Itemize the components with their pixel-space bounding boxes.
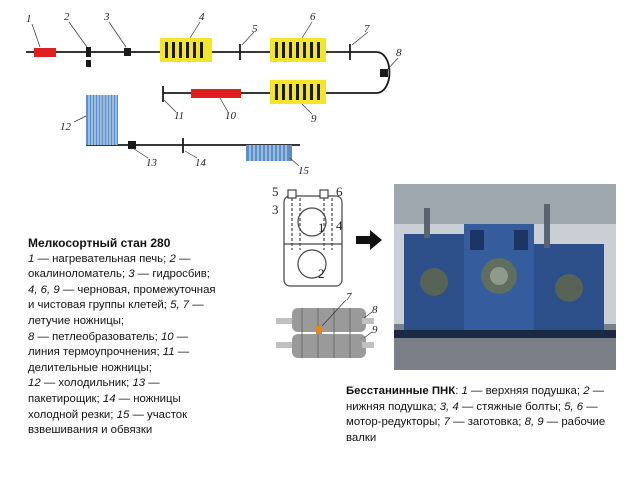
cap-t3: — гидросбив; bbox=[134, 268, 210, 281]
descaler bbox=[124, 48, 131, 56]
pnk-n2: 2 bbox=[583, 385, 590, 397]
pnk-caption-title: Бесстанинные ПНК bbox=[346, 385, 456, 397]
weighing-area bbox=[246, 145, 292, 161]
pnk-label-1: 1 bbox=[318, 220, 325, 235]
cap-n9: 12 bbox=[28, 377, 41, 390]
cap-t4: — черновая, промежуточная и чистовая группы клетей; bbox=[28, 283, 216, 312]
stand-group-intermediate bbox=[270, 38, 326, 62]
mill-caption bbox=[28, 236, 218, 439]
stand-group-roughing bbox=[160, 38, 212, 62]
label-15: 15 bbox=[298, 165, 309, 177]
label-4: 4 bbox=[199, 11, 205, 23]
pnk-label-7: 7 bbox=[346, 291, 352, 303]
pnk-t2: — нижняя подушка; bbox=[346, 385, 605, 413]
cap-t5: — летучие ножницы; bbox=[28, 299, 204, 327]
furnace bbox=[34, 48, 56, 57]
pnk-label-3: 3 bbox=[272, 202, 279, 217]
label-9: 9 bbox=[311, 113, 317, 125]
cap-t12: — участок взвешивания и обвязки bbox=[28, 408, 188, 437]
pnk-label-9: 9 bbox=[372, 324, 378, 336]
pnk-machine-photo bbox=[394, 184, 616, 370]
pnk-n3: 3, 4 bbox=[439, 400, 459, 413]
cap-n7: 10 bbox=[160, 330, 174, 343]
cap-n4: 4, 6, 9 bbox=[28, 283, 60, 296]
pnk-rolls-view bbox=[276, 308, 374, 358]
cap-t8: — делительные ножницы; bbox=[28, 346, 190, 374]
label-10: 10 bbox=[225, 110, 236, 122]
pnk-n4: 5, 6 bbox=[564, 400, 584, 413]
right-arrow-icon bbox=[356, 230, 382, 250]
cap-n1: 1 bbox=[28, 252, 35, 265]
cap-t11: — ножницы холодной резки; bbox=[28, 392, 181, 421]
cap-n5: 5, 7 bbox=[170, 299, 190, 312]
cap-n10: 13 bbox=[132, 377, 146, 390]
bundler bbox=[128, 141, 136, 149]
looper bbox=[380, 69, 388, 77]
pnk-t3: — стяжные болты; bbox=[458, 400, 565, 413]
label-13: 13 bbox=[146, 157, 157, 169]
cap-t9: — холодильник; bbox=[40, 377, 133, 390]
cap-t10: — пакетирощик; bbox=[28, 377, 160, 405]
cap-n3: 3 bbox=[128, 268, 135, 281]
label-1: 1 bbox=[26, 13, 32, 25]
stand-group-finishing bbox=[270, 80, 326, 104]
cap-t2: — окалиноломатель; bbox=[28, 252, 191, 281]
thermal-line bbox=[191, 89, 241, 98]
pnk-t1: — верхняя подушка; bbox=[467, 385, 584, 397]
pnk-label-5: 5 bbox=[272, 184, 279, 199]
label-11: 11 bbox=[174, 110, 185, 122]
pnk-label-6: 6 bbox=[336, 184, 343, 199]
label-12: 12 bbox=[60, 121, 71, 133]
pnk-label-4: 4 bbox=[336, 218, 343, 233]
pnk-t5: — заготовка; bbox=[449, 416, 525, 429]
label-14: 14 bbox=[195, 157, 206, 169]
pnk-t6: — рабочие валки bbox=[346, 416, 606, 444]
pnk-label-8: 8 bbox=[372, 304, 378, 316]
cap-n8: 11 bbox=[162, 346, 175, 359]
cap-t1: — нагревательная печь; bbox=[34, 252, 170, 265]
label-5: 5 bbox=[252, 23, 258, 35]
label-3: 3 bbox=[104, 11, 110, 23]
pnk-caption bbox=[346, 384, 626, 446]
rolling-line bbox=[26, 52, 390, 145]
pnk-sep: : bbox=[455, 385, 462, 397]
pnk-stand-front-view bbox=[284, 190, 342, 286]
cap-t6: — петлеобразователь; bbox=[34, 330, 161, 343]
cooling-bed bbox=[86, 95, 118, 145]
caption-title: Мелкосортный стан 280 bbox=[28, 236, 171, 250]
label-8: 8 bbox=[396, 47, 402, 59]
cap-n2: 2 bbox=[169, 252, 176, 265]
pnk-n5: 7 bbox=[443, 416, 450, 429]
pnk-n6: 8, 9 bbox=[524, 416, 544, 429]
pnk-label-2: 2 bbox=[318, 266, 325, 281]
label-7: 7 bbox=[364, 23, 370, 35]
pnk-n1: 1 bbox=[461, 385, 468, 397]
scale-breaker bbox=[86, 47, 91, 67]
cap-n6: 8 bbox=[28, 330, 35, 343]
pnk-t4: — мотор-редукторы; bbox=[346, 400, 598, 429]
label-2: 2 bbox=[64, 11, 70, 23]
cap-t7: — линия термоупрочнения; bbox=[28, 330, 189, 359]
cap-n11: 14 bbox=[102, 392, 116, 405]
label-6: 6 bbox=[310, 11, 316, 23]
cap-n12: 15 bbox=[116, 408, 130, 421]
